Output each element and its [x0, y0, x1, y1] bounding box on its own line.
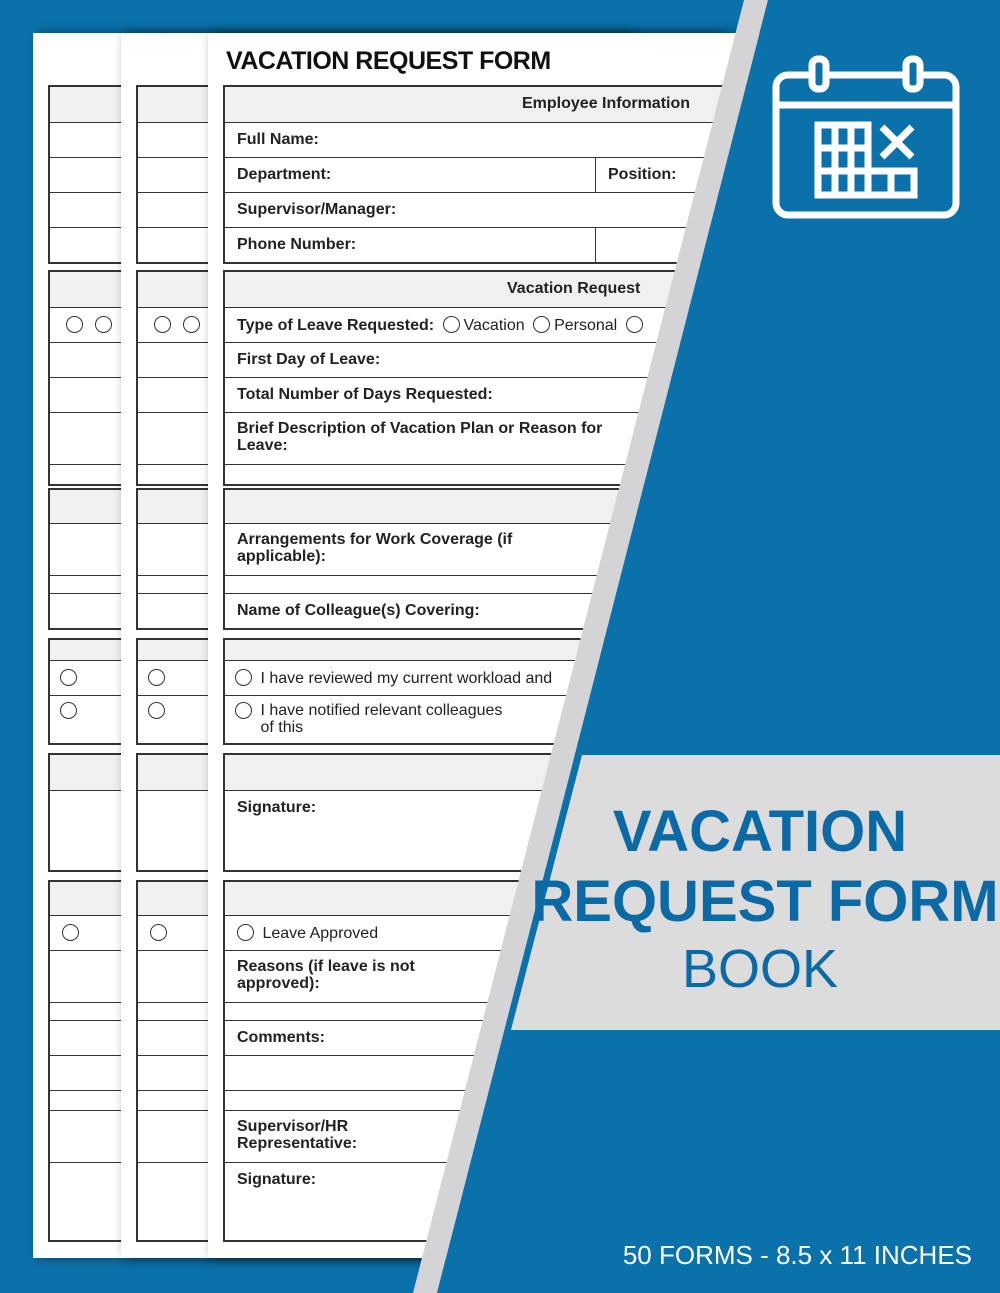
department-label: Department:: [237, 166, 332, 183]
check-label: I have notified relevant colleagues of this: [260, 702, 503, 736]
colleague-field[interactable]: Name of Colleague(s) Covering:: [225, 593, 781, 628]
supervisor-hr-label: Supervisor/HR Representative:: [237, 1118, 358, 1152]
radio-icon[interactable]: [235, 669, 252, 686]
cover-title-line1: VACATION: [612, 799, 908, 864]
check-label: I have reviewed my current workload and: [260, 670, 553, 687]
form-title: VACATION REQUEST FORM: [226, 47, 551, 75]
field-divider: [595, 228, 608, 262]
radio-icon[interactable]: [62, 924, 79, 941]
radio-icon[interactable]: [60, 702, 77, 719]
signature-field[interactable]: Signature:: [225, 790, 781, 870]
cover-footer: 50 FORMS - 8.5 x 11 INCHES: [622, 1240, 972, 1270]
position-label: Position:: [595, 158, 676, 192]
radio-icon[interactable]: [150, 924, 167, 941]
arrangements-label: Arrangements for Work Coverage (if applicable):: [237, 531, 513, 565]
radio-icon[interactable]: [60, 669, 77, 686]
cover-title-line2: REQUEST FORM: [531, 869, 999, 934]
radio-vacation[interactable]: [66, 316, 83, 333]
radio-icon[interactable]: [148, 669, 165, 686]
section-header: Employee Information: [225, 87, 781, 122]
radio-vacation[interactable]: [154, 316, 171, 333]
signature-field[interactable]: Signature:: [225, 1162, 781, 1240]
radio-vacation[interactable]: [443, 316, 460, 333]
phone-label: Phone Number:: [237, 236, 357, 253]
reasons-label: Reasons (if leave is not approved):: [237, 958, 415, 992]
section-header: Vacation Request: [225, 272, 781, 307]
total-days-field[interactable]: Total Number of Days Requested:: [225, 377, 781, 412]
radio-personal[interactable]: [533, 316, 550, 333]
first-day-field[interactable]: First Day of Leave:: [225, 342, 781, 377]
radio-icon[interactable]: [148, 702, 165, 719]
radio-icon[interactable]: [235, 702, 252, 719]
brief-description-label: Brief Description of Vacation Plan or Reason for Leave:: [237, 420, 603, 454]
full-name-field[interactable]: Full Name:: [225, 122, 781, 157]
leave-approved-label: Leave Approved: [262, 925, 379, 942]
vacation-option: Vacation: [463, 317, 525, 334]
radio-other[interactable]: [626, 316, 643, 333]
type-label: Type of Leave Requested:: [237, 317, 435, 334]
radio-icon[interactable]: [237, 924, 254, 941]
supervisor-field[interactable]: Supervisor/Manager:: [225, 192, 781, 227]
radio-personal[interactable]: [95, 316, 112, 333]
cover-title-line3: BOOK: [681, 939, 839, 999]
personal-option: Personal: [554, 317, 618, 334]
radio-personal[interactable]: [183, 316, 200, 333]
calendar-icon: [770, 55, 962, 223]
comments-label: Comments:: [225, 1020, 781, 1055]
